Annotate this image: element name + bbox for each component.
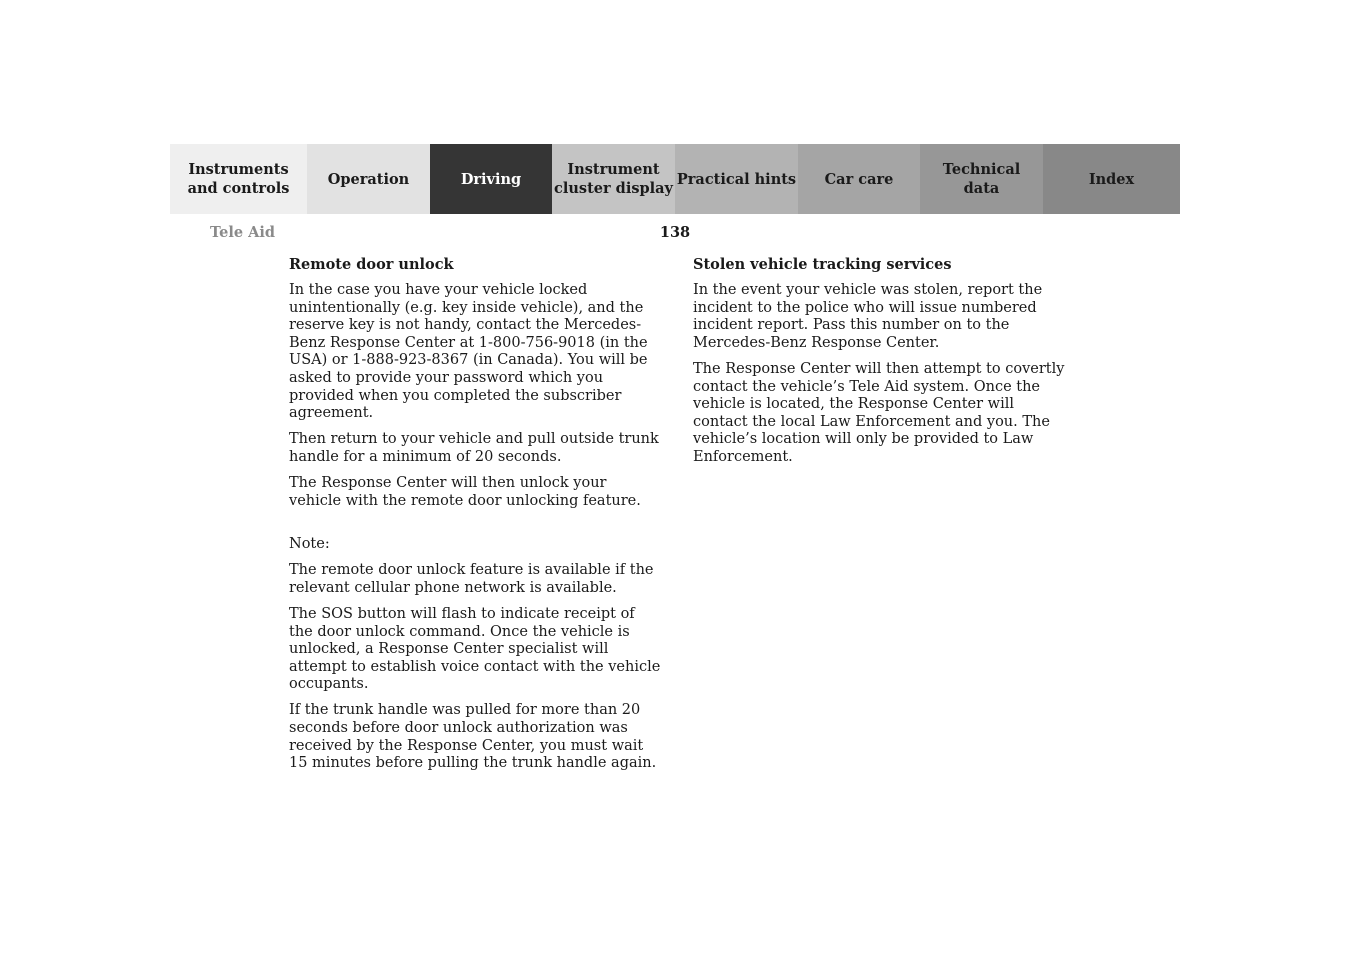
remote-door-unlock-section [289, 256, 661, 781]
note-paragraph: The remote door unlock feature is available if the relevant cellular phone network is available. [289, 562, 654, 596]
paragraph: The Response Center will then unlock your vehicle with the remote door unlocking feature. [289, 475, 641, 509]
section-title: Tele Aid [210, 224, 276, 241]
tab-instrument-cluster-display[interactable]: Instrument cluster display [552, 144, 675, 214]
paragraph: In the event your vehicle was stolen, report the incident to the police who will issue numbered incident report. Pass this number on to the Mercedes-Benz Response Center. [693, 282, 1043, 351]
paragraph: In the case you have your vehicle locked unintentionally (e.g. key inside vehicle), and the reserve key is not handy, contact the Mercedes-Benz Response Center at 1-800-756-9018 (in the USA) or 1-888-923-8367 (in Canada). You will be asked to provide your password which you provided when you completed the subscriber agreement. [289, 282, 648, 422]
tab-operation[interactable]: Operation [307, 144, 430, 214]
section-heading: Stolen vehicle tracking services [693, 256, 952, 273]
note-paragraph: If the trunk handle was pulled for more than 20 seconds before door unlock authorization was received by the Response Center, you must wait 15 minutes before pulling the trunk handle again. [289, 702, 657, 772]
tab-driving[interactable]: Driving [430, 144, 552, 214]
tab-instruments-and-controls[interactable]: Instruments and controls [170, 144, 307, 214]
note-label: Note: [289, 536, 330, 553]
page-number: 138 [659, 224, 691, 241]
tab-practical-hints[interactable]: Practical hints [675, 144, 798, 214]
paragraph: The Response Center will then attempt to covertly contact the vehicle’s Tele Aid system. Once the vehicle is located, the Response Center will contact the local Law Enforcement and you. The vehicle’s location will only be provided to Law Enforcement. [693, 360, 1065, 465]
tab-car-care[interactable]: Car care [798, 144, 920, 214]
section-heading: Remote door unlock [289, 256, 454, 273]
note-paragraph: The SOS button will flash to indicate receipt of the door unlock command. Once the vehicle is unlocked, a Response Center specialist will attempt to establish voice contact with the vehicle occupants. [289, 606, 661, 693]
chapter-tab-bar [170, 144, 1180, 214]
paragraph: Then return to your vehicle and pull outside trunk handle for a minimum of 20 seconds. [289, 431, 659, 465]
tab-technical-data[interactable]: Technical data [920, 144, 1043, 214]
tab-index[interactable]: Index [1043, 144, 1180, 214]
stolen-vehicle-tracking-section [693, 256, 1065, 475]
